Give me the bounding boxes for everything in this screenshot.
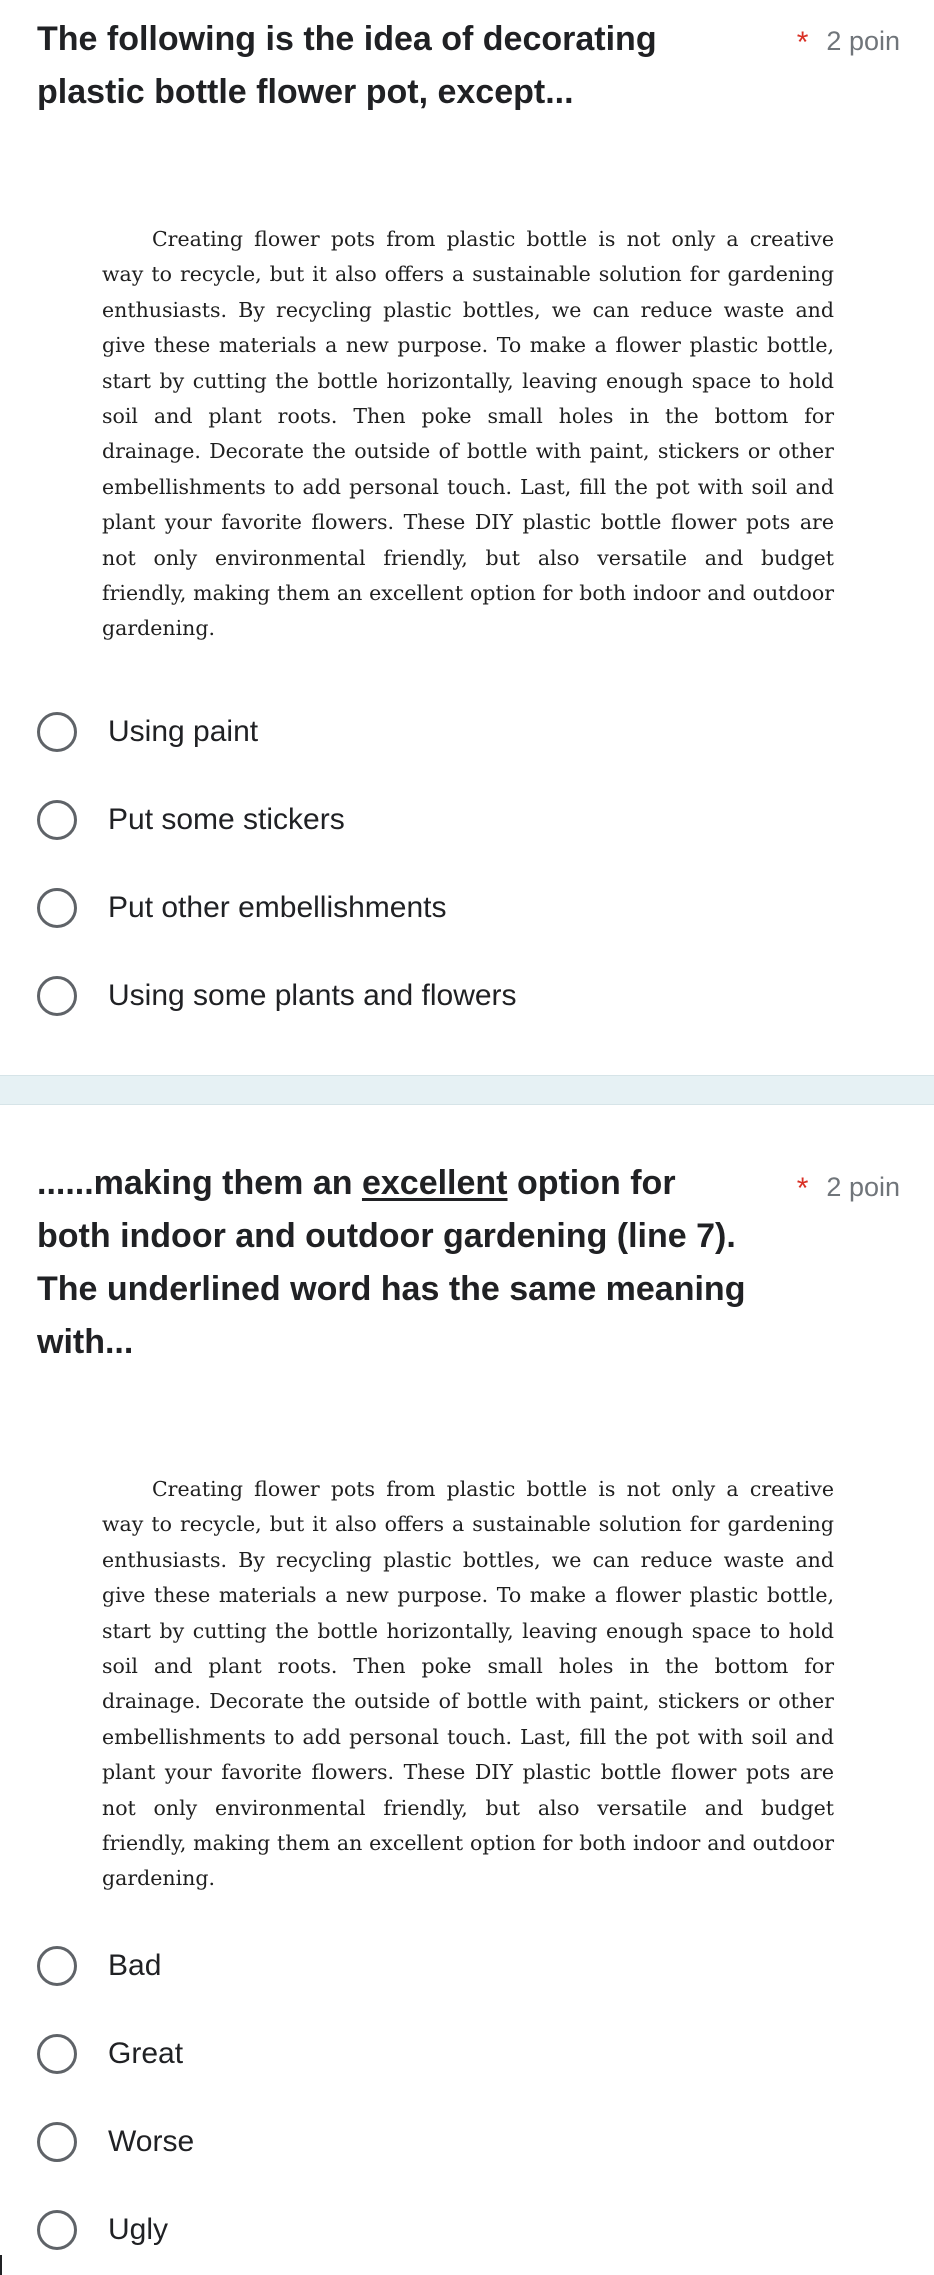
page-edge-mark: [0, 2255, 2, 2275]
option-label: Bad: [108, 1949, 162, 1982]
passage-image: Creating flower pots from plastic bottle is not only a creative way to recycle, but it also offers a sustainable solution for gardening enthusiasts. By recycling plastic bottles, we can reduce waste and give these materials a new purpose. To make a flower plastic bottle, start by cutting the bottle horizontally, leaving enough space to hold soil and plant roots. Then poke small holes in the bottom for drainage. Decorate the outside of bottle with paint, stickers or other embellishments to add personal touch. Last, fill the pot with soil and plant your favorite flowers. These DIY plastic bottle flower pots are not only environmental friendly, but also versatile and budget friendly, making them an excellent option for both indoor and outdoor gardening.: [102, 227, 834, 641]
radio-button[interactable]: [37, 712, 77, 752]
radio-options-group: [37, 688, 897, 1040]
question-title: [37, 13, 757, 119]
option-label: Ugly: [108, 2213, 169, 2246]
radio-option-great[interactable]: [37, 2010, 897, 2098]
radio-button[interactable]: [37, 2122, 77, 2162]
radio-option-using-paint[interactable]: [37, 688, 897, 776]
question-card-1: [0, 0, 934, 1075]
card-separator: [0, 1075, 934, 1105]
radio-button[interactable]: [37, 888, 77, 928]
option-label: Great: [108, 2037, 184, 2070]
question-title-text: option for both indoor and outdoor gardening (line 7).: [37, 1164, 736, 1255]
radio-option-put-some-stickers[interactable]: [37, 776, 897, 864]
passage-image-2: Creating flower pots from plastic bottle is not only a creative way to recycle, but it also offers a sustainable solution for gardening enthusiasts. By recycling plastic bottles, we can reduce waste and give these materials a new purpose. To make a flower plastic bottle, start by cutting the bottle horizontally, leaving enough space to hold soil and plant roots. Then poke small holes in the bottom for drainage. Decorate the outside of bottle with paint, stickers or other embellishments to add personal touch. Last, fill the pot with soil and plant your favorite flowers. These DIY plastic bottle flower pots are not only environmental friendly, but also versatile and budget friendly, making them an excellent option for both indoor and outdoor gardening.: [102, 1477, 834, 1891]
required-asterisk: *: [796, 26, 809, 59]
radio-option-ugly[interactable]: [37, 2186, 897, 2274]
option-label: Worse: [108, 2125, 195, 2158]
radio-option-bad[interactable]: [37, 1922, 897, 2010]
question-title-bold: except...: [437, 73, 574, 111]
required-asterisk: *: [796, 1172, 809, 1205]
radio-button[interactable]: [37, 2034, 77, 2074]
option-label: Using paint: [108, 715, 259, 748]
radio-button[interactable]: [37, 2210, 77, 2250]
radio-button[interactable]: [37, 800, 77, 840]
radio-option-put-other-embellishments[interactable]: [37, 864, 897, 952]
question-title-2: [37, 1157, 757, 1369]
points-label: 2 poin: [826, 1172, 900, 1202]
radio-button[interactable]: [37, 1946, 77, 1986]
question-points: [797, 24, 900, 58]
points-label: 2 poin: [826, 26, 900, 56]
radio-options-group-2: [37, 1922, 897, 2274]
question-points-2: [797, 1170, 900, 1204]
question-title-text: The underlined word has the same meaning with...: [37, 1270, 746, 1361]
option-label: Using some plants and flowers: [108, 979, 517, 1012]
option-label: Put other embellishments: [108, 891, 447, 924]
radio-button[interactable]: [37, 976, 77, 1016]
radio-option-worse[interactable]: [37, 2098, 897, 2186]
question-title-text: ......making them an: [37, 1164, 362, 1202]
radio-option-using-some-plants-and-flowers[interactable]: [37, 952, 897, 1040]
question-title-text: The following is the idea of decorating plastic bottle flower pot,: [37, 20, 657, 111]
option-label: Put some stickers: [108, 803, 345, 836]
underlined-word: excellent: [361, 1164, 508, 1202]
